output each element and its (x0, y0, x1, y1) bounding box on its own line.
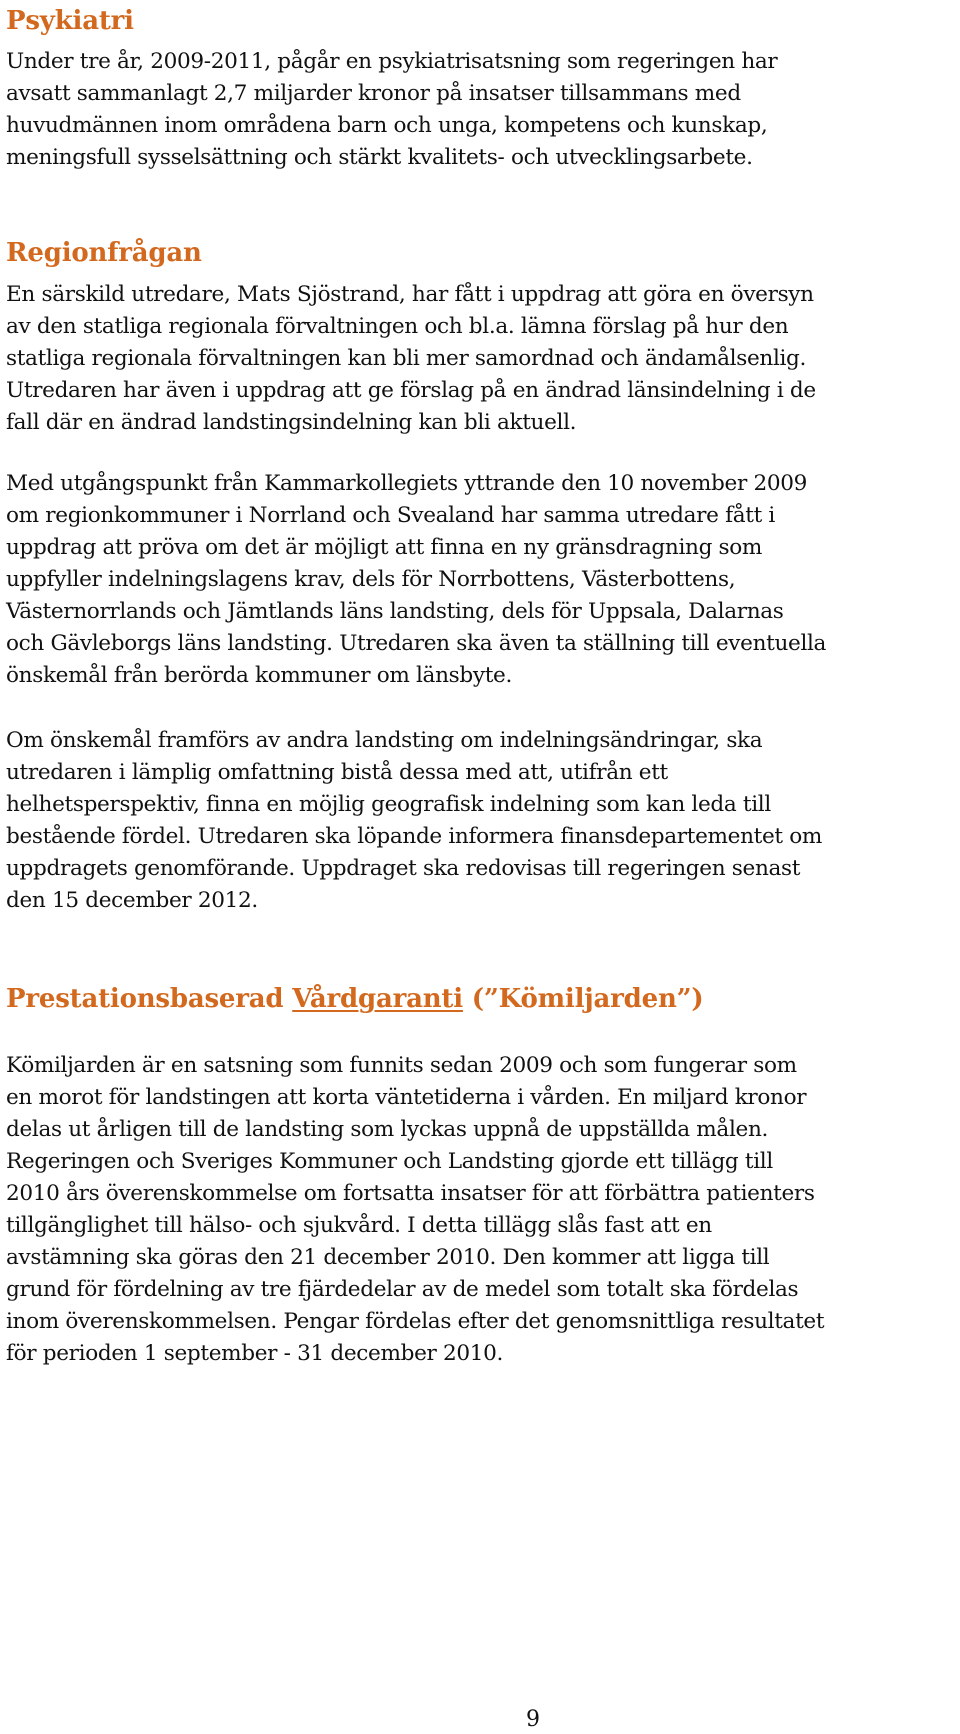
text-line: uppfyller indelningslagens krav, dels för Norrbottens, Västerbottens, (6, 567, 736, 592)
text-line: uppdragets genomförande. Uppdraget ska redovisas till regeringen senast (6, 856, 801, 881)
text-line: fall där en ändrad landstingsindelning kan bli aktuell. (6, 410, 577, 435)
text-line: önskemål från berörda kommuner om länsbyte. (6, 663, 512, 688)
text-line: uppdrag att pröva om det är möjligt att finna en ny gränsdragning som (6, 535, 763, 560)
text-line: av den statliga regionala förvaltningen och bl.a. lämna förslag på hur den (6, 314, 789, 339)
text-line: för perioden 1 september - 31 december 2010. (6, 1341, 504, 1366)
text-line: en morot för landstingen att korta väntetiderna i vården. En miljard kronor (6, 1085, 807, 1110)
text-line: Kömiljarden är en satsning som funnits sedan 2009 och som fungerar som (6, 1053, 797, 1078)
heading-prestationsbaserad-vardgaranti (6, 981, 704, 1017)
heading-psykiatri: Psykiatri (6, 6, 134, 36)
page-number: 9 (526, 1707, 540, 1732)
heading-text: (”Kömiljarden”) (462, 984, 704, 1014)
text-line: En särskild utredare, Mats Sjöstrand, har fått i uppdrag att göra en översyn (6, 282, 814, 307)
text-line: avstämning ska göras den 21 december 2010. Den kommer att ligga till (6, 1245, 770, 1270)
heading-regionfragan: Regionfrågan (6, 238, 202, 268)
text-line: Under tre år, 2009-2011, pågår en psykiatrisatsning som regeringen har (6, 49, 778, 74)
text-line: Med utgångspunkt från Kammarkollegiets yttrande den 10 november 2009 (6, 471, 808, 496)
paragraph-komiljarden (6, 1050, 824, 1370)
text-line: huvudmännen inom områdena barn och unga, kompetens och kunskap, (6, 113, 768, 138)
text-line: Regeringen och Sveriges Kommuner och Landsting gjorde ett tillägg till (6, 1149, 773, 1174)
text-line: utredaren i lämplig omfattning bistå dessa med att, utifrån ett (6, 760, 668, 785)
paragraph-regionfragan-1 (6, 279, 816, 439)
text-line: om regionkommuner i Norrland och Svealand har samma utredare fått i (6, 503, 775, 528)
heading-underlined-text: Vårdgaranti (292, 984, 463, 1014)
text-line: Utredaren har även i uppdrag att ge förslag på en ändrad länsindelning i de (6, 378, 816, 403)
text-line: grund för fördelning av tre fjärdedelar av de medel som totalt ska fördelas (6, 1277, 799, 1302)
text-line: och Gävleborgs läns landsting. Utredaren ska även ta ställning till eventuella (6, 631, 827, 656)
text-line: helhetsperspektiv, finna en möjlig geografisk indelning som kan leda till (6, 792, 771, 817)
text-line: inom överenskommelsen. Pengar fördelas efter det genomsnittliga resultatet (6, 1309, 825, 1334)
heading-text: Prestationsbaserad (6, 984, 293, 1014)
text-line: statliga regionala förvaltningen kan bli mer samordnad och ändamålsenlig. (6, 346, 807, 371)
text-line: meningsfull sysselsättning och stärkt kvalitets- och utvecklingsarbete. (6, 145, 753, 170)
text-line: den 15 december 2012. (6, 888, 258, 913)
text-line: 2010 års överenskommelse om fortsatta insatser för att förbättra patienters (6, 1181, 815, 1206)
paragraph-regionfragan-2 (6, 468, 826, 692)
paragraph-regionfragan-3 (6, 725, 822, 917)
text-line: Västernorrlands och Jämtlands läns landsting, dels för Uppsala, Dalarnas (6, 599, 784, 624)
text-line: delas ut årligen till de landsting som lyckas uppnå de uppställda målen. (6, 1117, 769, 1142)
text-line: Om önskemål framförs av andra landsting om indelningsändringar, ska (6, 728, 763, 753)
text-line: avsatt sammanlagt 2,7 miljarder kronor på insatser tillsammans med (6, 81, 741, 106)
paragraph-psykiatri (6, 46, 777, 174)
text-line: bestående fördel. Utredaren ska löpande informera finansdepartementet om (6, 824, 822, 849)
text-line: tillgänglighet till hälso- och sjukvård. I detta tillägg slås fast att en (6, 1213, 712, 1238)
